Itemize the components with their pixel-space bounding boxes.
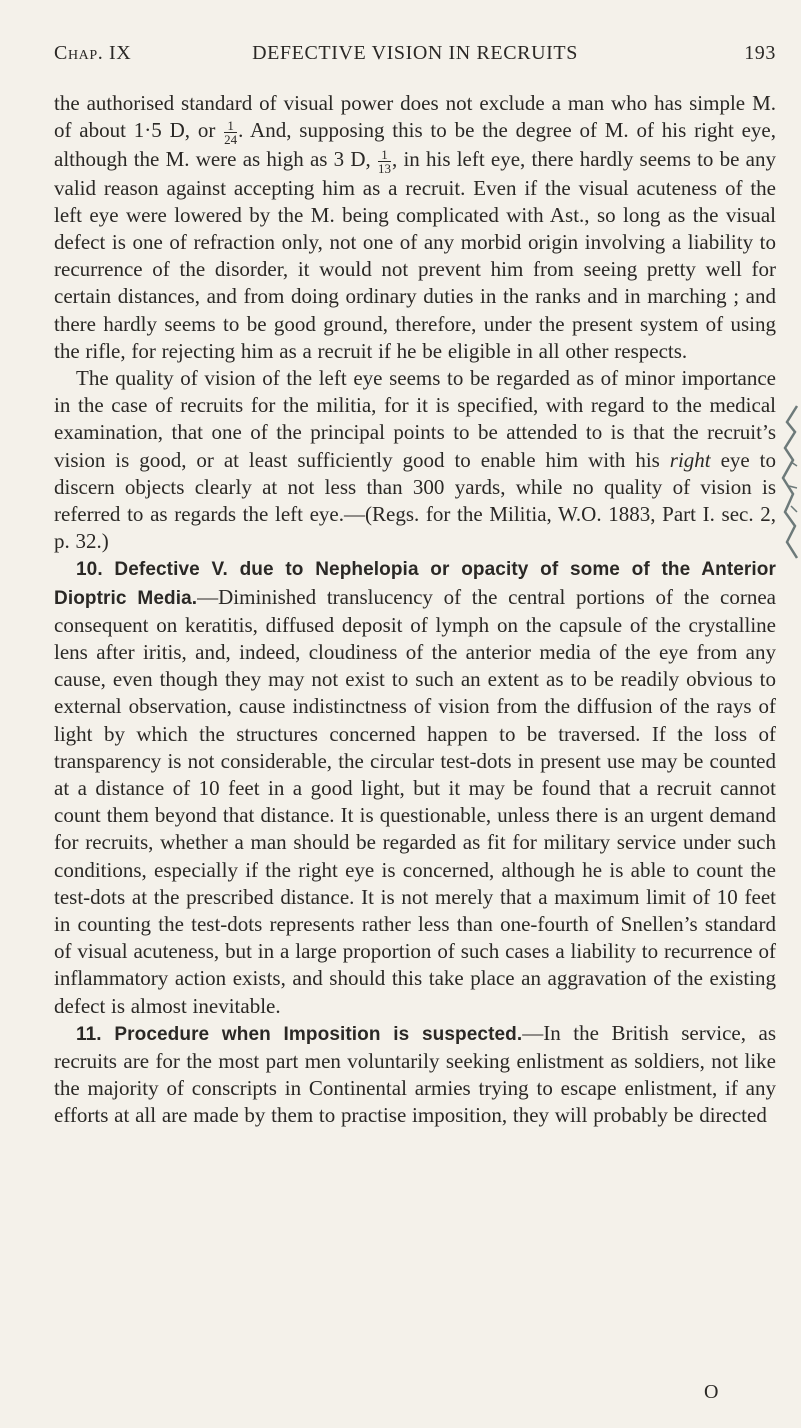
- page: [54, 42, 776, 1130]
- page-number: 193: [744, 42, 776, 64]
- section-11-heading: 11. Procedure when Imposition is suspected.: [76, 1023, 523, 1045]
- paragraph-4: [54, 1020, 776, 1130]
- fraction-1-24: [224, 119, 237, 146]
- running-title: DEFECTIVE VISION IN RECRUITS: [252, 42, 578, 64]
- fraction-denominator: 24: [224, 131, 238, 147]
- fraction-numerator: 1: [224, 119, 237, 133]
- p1-text-c: , in his left eye, there hardly seems to be any valid reason against accepting him as a recruit. Even if the visual acuteness of the left eye were lowered by the M. being complicated with Ast., so long as the visual defect is one of refraction only, not one of any morbid origin involving a liability to recurrence of the disorder, it would not prevent him from seeing pretty well for certain distances, and from doing ordinary duties in the ranks and in marching ; and there hardly seems to be good ground, therefore, under the present system of using the rifle, for rejecting him as a recruit if he be eligible in all other respects.: [54, 146, 776, 363]
- running-head: [54, 42, 776, 76]
- section-10-text: —Diminished translucency of the central portions of the cornea consequent on keratitis, diffused deposit of lymph on the capsule of the crystalline lens after iritis, and, indeed, cloudiness of the anterior media of the eye from any cause, even though they may not exist to such an extent as to be readily obvious to external observation, cause indistinctness of vision from the diffusion of the rays of light by which the structures concerned happen to be traversed. If the loss of transparency is not considerable, the circular test-dots in present use may be counted at a distance of 10 feet in a good light, but it may be found that a recruit cannot count them beyond that distance. It is questionable, unless there is an urgent demand for recruits, whether a man should be regarded as fit for military service under such conditions, especially if the right eye is concerned, although he is able to count the test-dots at the prescribed distance. It is not merely that a maximum limit of 10 feet in counting the test-dots represents rather less than one-fourth of Snellen’s standard of visual acuteness, but in a large proportion of such cases a liability to recurrence of inflammatory action exists, and should this take place an aggravation of the existing defect is almost inevitable.: [54, 584, 776, 1018]
- margin-stamp-mark: [767, 402, 801, 562]
- paragraph-3: [54, 555, 776, 1019]
- fraction-1-13: [378, 148, 391, 175]
- section-11-text: —In the British service, as recruits are for the most part men voluntarily seeking enlistment as soldiers, not like the majority of conscripts in Continental armies trying to escape enlistment, if any efforts at all are made by them to practise imposition, they will probably be directed: [54, 1020, 777, 1128]
- chapter-label: Chap. IX: [54, 42, 132, 64]
- p2-emphasis: right: [669, 447, 711, 472]
- fraction-denominator: 13: [378, 160, 391, 176]
- p1-text-a: the authorised standard of visual power does not exclude a man who has simple M. of about 1·5 D, or: [54, 91, 776, 143]
- paragraph-1: [54, 90, 776, 365]
- p2-text-b: eye to discern objects clearly at not less than 300 yards, while no quality of vision is referred to as regards the left eye.—(Regs. for the Militia, W.O. 1883, Part I. sec. 2, p. 32.): [54, 447, 776, 554]
- signature-mark: O: [704, 1381, 719, 1403]
- p1-text-b: . And, supposing this to be the degree of M. of his right eye, although the M. were as high as 3 D,: [54, 118, 776, 171]
- body-text: [54, 90, 776, 1130]
- p2-text-a: The quality of vision of the left eye seems to be regarded as of minor importance in the case of recruits for the militia, for it is specified, with regard to the medical examination, that one of the principal points to be attended to is that the recruit’s vision is good, or at least sufficiently good to enable him with his: [54, 366, 776, 472]
- fraction-numerator: 1: [378, 148, 391, 162]
- paragraph-2: [54, 365, 776, 555]
- section-10-heading: 10. Defective V. due to Nephelopia or opacity of some of the Anterior Dioptric Media.: [54, 559, 776, 609]
